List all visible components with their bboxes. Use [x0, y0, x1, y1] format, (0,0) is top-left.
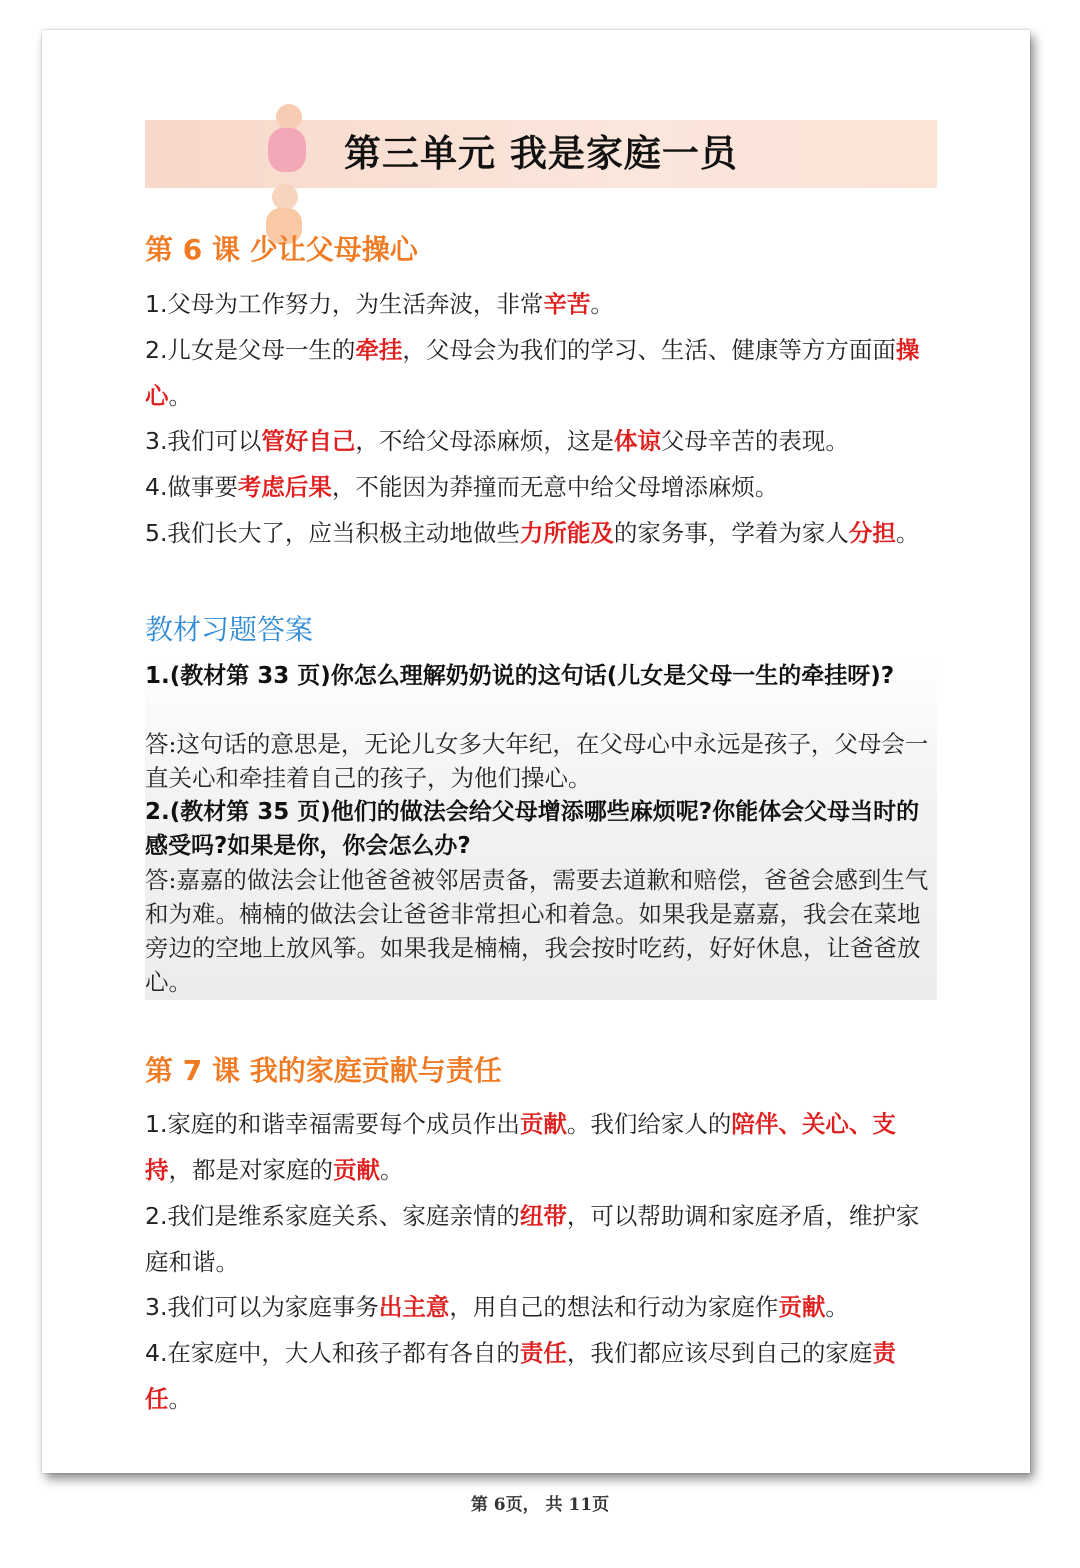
key-term: 出主意 [378, 1293, 450, 1321]
answer-1: 答:这句话的意思是，无论儿女多大年纪，在父母心中永远是孩子，父母会一直关心和牵挂着自己的孩子，为他们操心。 [145, 730, 929, 792]
point-text: 家庭的和谐幸福需要每个成员作出 [167, 1110, 520, 1138]
lesson6-point-2 [145, 328, 940, 419]
point-number: 2. [145, 336, 168, 364]
lesson6-point-5 [145, 511, 940, 557]
point-number: 1. [145, 290, 168, 318]
point-text: 我们可以为家庭事务 [167, 1293, 379, 1321]
point-text: 在家庭中，大人和孩子都有各自的 [167, 1339, 520, 1367]
point-text: ，都是对家庭的 [168, 1155, 333, 1184]
key-term: 分担 [848, 519, 896, 547]
key-term: 贡献 [333, 1155, 380, 1184]
page-footer: 第 6页， 共 11页 [470, 1495, 610, 1515]
key-term: 纽带 [519, 1202, 567, 1230]
point-number: 3. [145, 427, 168, 455]
point-text: ，不给父母添麻烦，这是 [355, 427, 614, 455]
point-text: 我们是维系家庭关系、家庭亲情的 [167, 1202, 520, 1230]
lesson-6-title: 第 6 课 少让父母操心 [145, 233, 418, 266]
point-number: 4. [145, 1339, 168, 1367]
answers-heading: 教材习题答案 [145, 613, 314, 646]
point-number: 2. [145, 1202, 168, 1230]
key-term: 操心 [145, 336, 920, 410]
key-term: 陪伴、关心、支持 [145, 1110, 896, 1184]
point-text: ，用自己的想法和行动为家庭作 [449, 1293, 779, 1321]
point-text: 。 [825, 1293, 849, 1321]
lesson7-point-4 [145, 1331, 940, 1422]
point-text: 。 [168, 1384, 192, 1413]
point-number: 5. [145, 519, 168, 547]
key-term: 牵挂 [355, 336, 403, 364]
point-text: 我们长大了，应当积极主动地做些 [167, 519, 520, 547]
point-text: 做事要 [167, 473, 238, 501]
lesson6-point-3 [145, 419, 940, 465]
key-term: 辛苦 [543, 290, 591, 318]
point-text: 。 [380, 1155, 404, 1184]
lesson-7-title: 第 7 课 我的家庭贡献与责任 [145, 1054, 502, 1087]
question-2: 2.(教材第 35 页)他们的做法会给父母增添哪些麻烦呢?你能体会父母当时的感受吗?如果是你，你会怎么办? [145, 799, 920, 859]
point-text: 的家务事，学着为家人 [613, 519, 849, 547]
point-text: 父母为工作努力，为生活奔波，非常 [167, 290, 544, 318]
unit-title: 第三单元 我是家庭一员 [344, 132, 738, 175]
point-text: ，不能因为莽撞而无意中给父母增添麻烦。 [331, 473, 779, 501]
question-1: 1.(教材第 33 页)你怎么理解奶奶说的这句话(儿女是父母一生的牵挂呀)? [145, 663, 895, 689]
lesson6-point-4 [145, 465, 940, 511]
point-text: 。 [895, 519, 920, 547]
point-text: ，父母会为我们的学习、生活、健康等方方面面 [402, 336, 896, 364]
answer-2: 答:嘉嘉的做法会让他爸爸被邻居责备，需要去道歉和赔偿，爸爸会感到生气和为难。楠楠的做法会让爸爸非常担心和着急。如果我是嘉嘉，我会在菜地旁边的空地上放风筝。如果我是楠楠，我会按时吃药，好好休息，让爸爸放心。 [145, 866, 929, 996]
key-term: 责任 [519, 1339, 567, 1367]
key-term: 考虑后果 [237, 473, 332, 501]
lesson7-point-2 [145, 1194, 940, 1285]
point-number: 1. [145, 1110, 168, 1138]
point-number: 4. [145, 473, 168, 501]
key-term: 贡献 [778, 1293, 826, 1321]
point-text: 。 [168, 381, 192, 410]
key-term: 体谅 [613, 427, 661, 455]
point-text: ，可以帮助调和家庭矛盾，维护家庭和谐。 [145, 1202, 920, 1276]
key-term: 贡献 [519, 1110, 567, 1138]
point-text: 。我们给家人的 [566, 1110, 732, 1138]
lesson7-point-3 [145, 1285, 940, 1331]
key-term: 管好自己 [261, 427, 356, 455]
point-text: 儿女是父母一生的 [167, 336, 356, 364]
lesson6-point-1 [145, 282, 940, 328]
point-text: 。 [590, 290, 614, 318]
point-text: 我们可以 [167, 427, 262, 455]
key-term: 力所能及 [519, 519, 614, 547]
point-text: 父母辛苦的表现。 [660, 427, 849, 455]
point-text: ，我们都应该尽到自己的家庭 [566, 1339, 873, 1367]
point-number: 3. [145, 1293, 168, 1321]
key-term: 责任 [145, 1339, 896, 1413]
lesson7-point-1 [145, 1102, 940, 1193]
